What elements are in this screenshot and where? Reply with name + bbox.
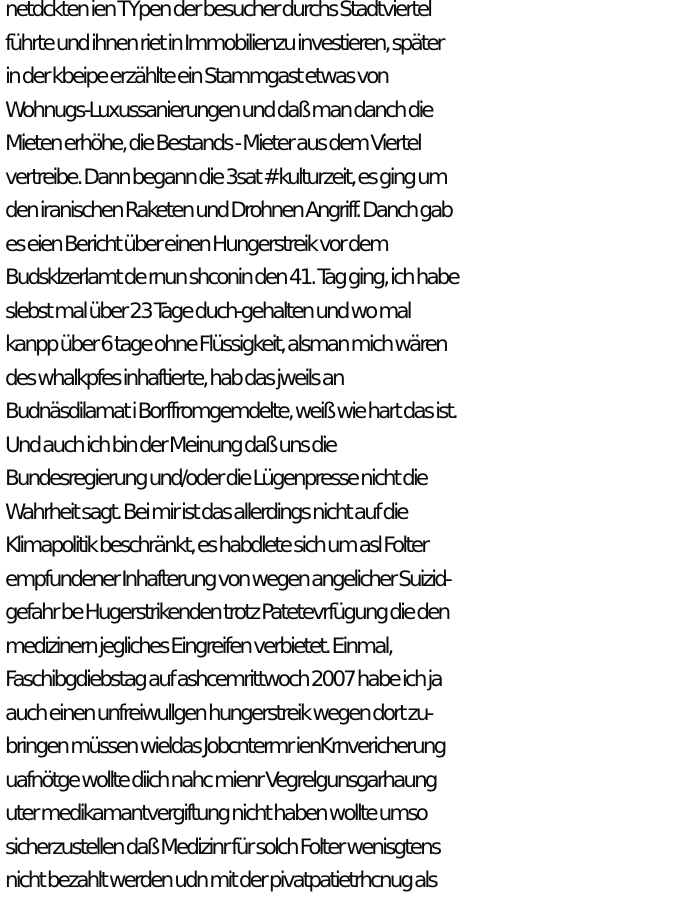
text-line: netdckten ien TYpen der besucher durchs Stadtviertel [5,0,431,22]
text-line: Faschibgdiebstag auf ashcemrittwoch 2007 habe ich ja [5,667,441,692]
text-line: kanpp über 6 tage ohne Flüssigkeit, alsman mich wären [5,332,446,357]
text-line: Wahrheit sagt. Bei mir ist das allerdings nicht auf die [5,499,407,525]
text-line: Und auch ich bin der Meinung daß uns die [5,432,336,458]
text-line: es eien Bericht über einen Hungerstreik vor dem [5,231,388,257]
text-line: uafnötge wollte diich nahc mienr Vegrelgunsgarhaung [5,767,436,793]
text-line: in der kbeipe erzählte ein Stammgast etwas von [5,64,388,89]
text-line: Budnäsdilamat i Borffromgemdelte, weiß wie hart das ist. [5,399,456,424]
text-line: gefahr be Hugerstrikenden trotz Patetevrfügung die den [5,600,449,625]
text-line: Mieten erhöhe, die Bestands - Mieter aus dem Viertel [5,131,420,156]
text-line: medizinern jegliches Eingreifen verbietet. Einmal, [5,633,392,659]
text-line: empfundener Inhafterung von wegen angelicher Suizid- [5,566,450,592]
text-line: slebst mal über 23 Tage duch-gehalten und wo mal [5,298,410,324]
text-line: auch einen unfreiwullgen hungerstreik wegen dort zu- [5,700,432,726]
text-line: vertreibe. Dann begann die 3sat #kulturzeit, es ging um [5,164,446,190]
text-line: Wohnugs-Luxussanierungen und daß man danch die [5,97,432,123]
text-line: Klimapolitik beschränkt, es habdlete sich um asl Folter [5,533,428,558]
text-line: bringen müssen wieldas Jobcntermr ienKrnvericherung [5,734,445,759]
text-line: uter medikamantvergiftung nicht haben wollte umso [5,801,427,826]
body-text [5,0,684,898]
text-line: nicht bezahlt werden udn mit der pivatpatietrhcnug als [5,868,436,893]
text-line: des whalkpfes inhaftierte, hab das jweils an [5,365,343,391]
text-line: sicherzustellen daß Medizinr für solch Folter wenisgtens [5,834,440,860]
text-line: führte und ihnen riet in Immobilienzu investieren, später [5,30,443,56]
text-line: Bundesregierung und/oder die Lügenpresse nicht die [5,466,427,491]
text-line: den iranischen Raketen und Drohnen Angriff. Danch gab [5,198,452,223]
text-line: Budsklzerlamt de rnun shconin den 41. Tag ging, ich habe [5,265,458,290]
